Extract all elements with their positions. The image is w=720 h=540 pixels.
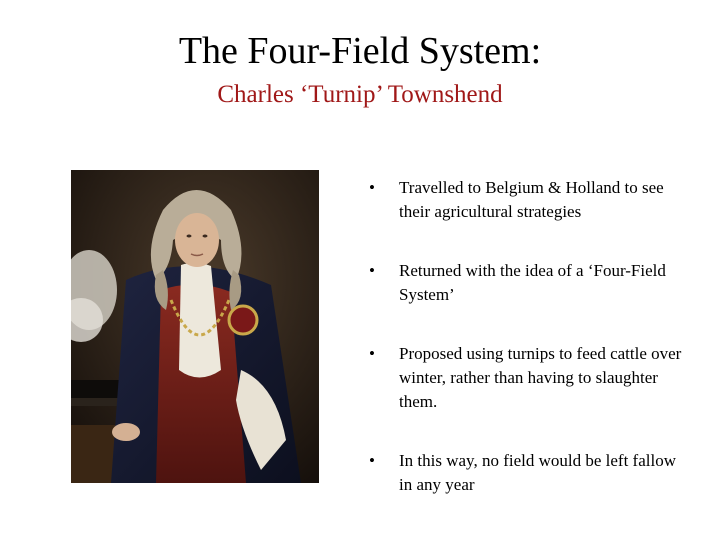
bullet-marker: • [369, 451, 375, 470]
bullet-text: Returned with the idea of a ‘Four-Field System’ [399, 261, 666, 304]
bullet-marker: • [369, 178, 375, 197]
bullet-item [366, 449, 686, 497]
slide-title: The Four-Field System: [178, 30, 542, 72]
bullet-list [366, 176, 686, 497]
slide-subtitle: Charles ‘Turnip’ Townshend [217, 81, 503, 108]
bullet-item [366, 259, 686, 307]
bullet-item [366, 176, 686, 224]
bullet-text: In this way, no field would be left fallow in any year [399, 451, 676, 494]
bullet-text: Proposed using turnips to feed cattle over winter, rather than having to slaughter them. [399, 344, 682, 411]
bullet-marker: • [369, 261, 375, 280]
bullet-item [366, 342, 686, 414]
portrait-image [71, 170, 319, 483]
bullet-marker: • [369, 344, 375, 363]
bullet-text: Travelled to Belgium & Holland to see their agricultural strategies [399, 178, 664, 221]
